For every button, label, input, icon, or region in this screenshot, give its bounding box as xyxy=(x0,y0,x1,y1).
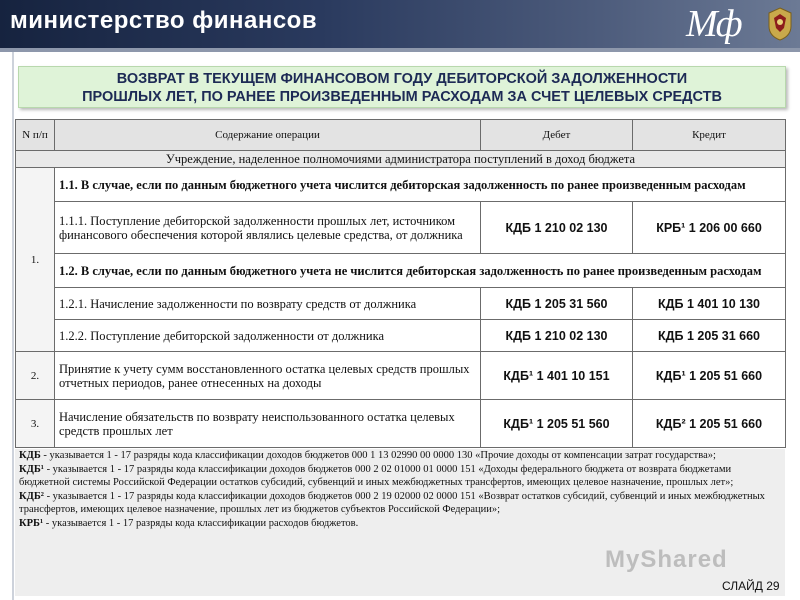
table-row xyxy=(16,352,786,400)
debit-code: КДБ¹ 1 401 10 151 xyxy=(481,352,633,400)
credit-code: КДБ¹ 1 205 51 660 xyxy=(633,352,786,400)
top-banner xyxy=(0,0,800,48)
slide-number: СЛАЙД 29 xyxy=(722,579,780,593)
footnote-text: - указывается 1 - 17 разряды кода классификации расходов бюджетов. xyxy=(43,518,359,529)
band-label: Учреждение, наделенное полномочиями администратора поступлений в доход бюджета xyxy=(16,151,786,168)
table-row xyxy=(16,202,786,254)
operations-table xyxy=(15,119,786,448)
ministry-title: министерство финансов xyxy=(10,7,318,34)
table-row xyxy=(16,288,786,320)
credit-code: КДБ² 1 205 51 660 xyxy=(633,400,786,448)
coat-of-arms-icon xyxy=(765,6,795,42)
table-band-row xyxy=(16,151,786,168)
header-underline xyxy=(0,48,800,52)
footnote-text: - указывается 1 - 17 разряды кода классификации доходов бюджетов 000 2 19 02000 02 0000 151 «Возврат остатков субсидий, субвенций и иных межбюджетных трансфертов, имеющих целевое назначение, прошлых лет из бюджетов субъектов Российской Федерации»; xyxy=(19,491,765,515)
slide-title-line2: ПРОШЛЫХ ЛЕТ, ПО РАНЕЕ ПРОИЗВЕДЕННЫМ РАСХОДАМ ЗА СЧЕТ ЦЕЛЕВЫХ СРЕДСТВ xyxy=(82,89,722,105)
header-credit: Кредит xyxy=(633,120,786,151)
row-number: 2. xyxy=(16,352,55,400)
operation-description: 1.2.1. Начисление задолженности по возврату средств от должника xyxy=(55,288,481,320)
operation-description: 1.2.2. Поступление дебиторской задолженности от должника xyxy=(55,320,481,352)
ministry-logo: Мф xyxy=(686,3,741,45)
header-debit: Дебет xyxy=(481,120,633,151)
footnote-code: КРБ¹ xyxy=(19,518,44,529)
subsection-title: 1.2. В случае, если по данным бюджетного учета не числится дебиторская задолженность по ранее произведенным расходам xyxy=(55,254,786,288)
table-row xyxy=(16,320,786,352)
row-number: 1. xyxy=(16,168,55,352)
debit-code: КДБ 1 210 02 130 xyxy=(481,320,633,352)
table-header-row xyxy=(16,120,786,151)
table-row xyxy=(16,168,786,202)
operation-description: Принятие к учету сумм восстановленного остатка целевых средств прошлых отчетных периодов, ранее отнесенных на доходы xyxy=(55,352,481,400)
header-content: Содержание операции xyxy=(55,120,481,151)
left-divider xyxy=(12,52,14,600)
header-num: N п/п xyxy=(16,120,55,151)
footnote-code: КДБ¹ xyxy=(19,464,44,475)
credit-code: КРБ¹ 1 206 00 660 xyxy=(633,202,786,254)
footnote xyxy=(15,490,785,516)
footnote xyxy=(15,463,785,489)
operation-description: Начисление обязательств по возврату неиспользованного остатка целевых средств прошлых лет xyxy=(55,400,481,448)
credit-code: КДБ 1 401 10 130 xyxy=(633,288,786,320)
footnote-text: - указывается 1 - 17 разряды кода классификации доходов бюджетов 000 1 13 02990 00 0000 130 «Прочие доходы от компенсации затрат государства»; xyxy=(40,450,716,461)
debit-code: КДБ¹ 1 205 51 560 xyxy=(481,400,633,448)
operation-description: 1.1.1. Поступление дебиторской задолженности прошлых лет, источником финансового обеспечения которой являлись целевые средства, от должника xyxy=(55,202,481,254)
credit-code: КДБ 1 205 31 660 xyxy=(633,320,786,352)
debit-code: КДБ 1 205 31 560 xyxy=(481,288,633,320)
subsection-title: 1.1. В случае, если по данным бюджетного учета числится дебиторская задолженность по ранее произведенным расходам xyxy=(55,168,786,202)
debit-code: КДБ 1 210 02 130 xyxy=(481,202,633,254)
table-row xyxy=(16,254,786,288)
footnote xyxy=(15,517,785,530)
footnote-code: КДБ² xyxy=(19,491,44,502)
slide-title-line1: ВОЗВРАТ В ТЕКУЩЕМ ФИНАНСОВОМ ГОДУ ДЕБИТОРСКОЙ ЗАДОЛЖЕННОСТИ xyxy=(116,71,688,87)
row-number: 3. xyxy=(16,400,55,448)
watermark: MyShared xyxy=(605,546,728,573)
footnote-code: КДБ xyxy=(19,450,41,461)
slide-title xyxy=(18,66,786,108)
footnote xyxy=(15,449,785,462)
footnote-text: - указывается 1 - 17 разряды кода классификации доходов бюджетов 000 2 02 01000 01 0000 151 «Доходы федерального бюджета от возврата бюджетами бюджетной системы Российской Федерации остатков субсидий, субвенций и иных межбюджетных трансфертов, имеющих целевое назначение, прошлых лет»; xyxy=(19,464,734,488)
table-row xyxy=(16,400,786,448)
